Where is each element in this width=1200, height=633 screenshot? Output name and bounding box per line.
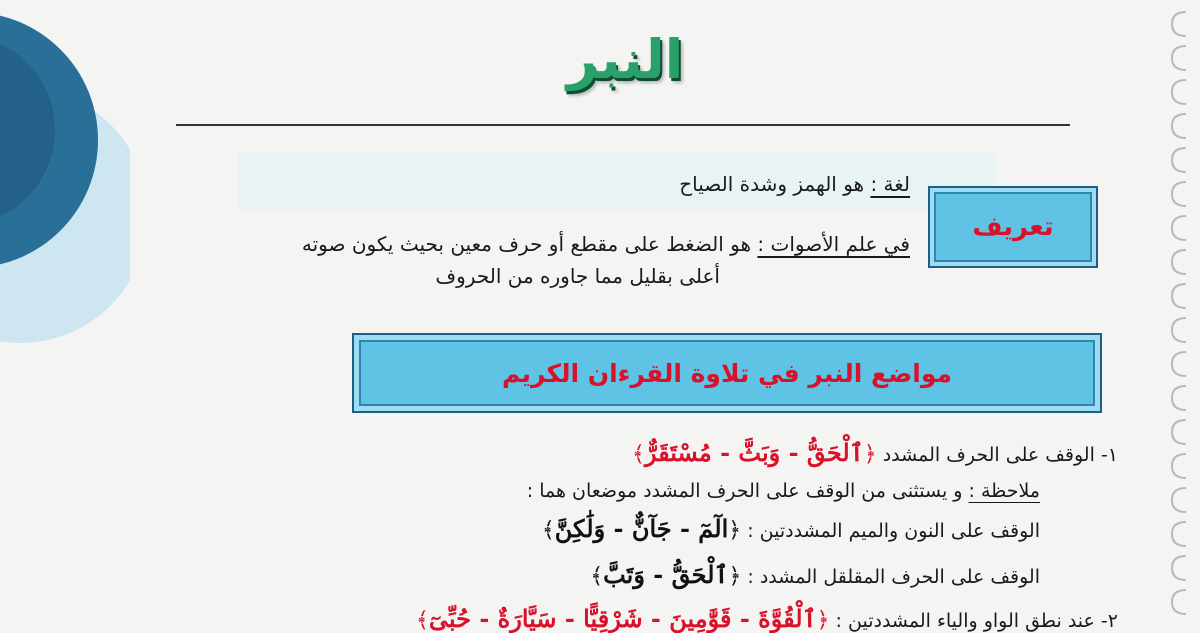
sub-item-1-quran: الٓمٓ - جَآنٌّ - وَلَٰكِنَّ (554, 514, 729, 543)
ornate-bracket-left-icon: ﴾ (416, 608, 429, 633)
spiral-binding (1152, 0, 1200, 630)
ornate-bracket-right-icon: ﴿ (728, 518, 742, 543)
item-1 (632, 438, 1118, 467)
note-text: و يستثنى من الوقف على الحرف المشدد موضعان هما : (526, 480, 969, 502)
phonetics-label: في علم الأصوات : (757, 232, 910, 256)
definition-box-label: تعريف (972, 212, 1054, 242)
item-1-quran: ٱلْحَقُّ - وَبَثَّ - مُسْتَقَرٌّ (644, 438, 864, 467)
sub-item-1-text: الوقف على النون والميم المشددتين : (741, 520, 1040, 542)
lugha-label: لغة : (870, 172, 910, 196)
sub-item-1 (542, 514, 1040, 543)
ornate-bracket-right-icon: ﴿ (728, 564, 742, 589)
ornate-bracket-left-icon: ﴾ (590, 564, 604, 589)
note (527, 480, 1040, 502)
phonetics-definition (302, 232, 910, 256)
item-2 (416, 604, 1118, 633)
page-title: النبر (566, 28, 684, 91)
ornate-bracket-left-icon: ﴾ (541, 518, 555, 543)
sub-item-2-text: الوقف على الحرف المقلقل المشدد : (741, 566, 1040, 588)
section-banner (352, 333, 1102, 413)
title-divider (176, 124, 1070, 126)
section-banner-text: مواضع النبر في تلاوة القرءان الكريم (502, 358, 952, 388)
item-1-text: ١- الوقف على الحرف المشدد (876, 444, 1118, 466)
ornate-bracket-right-icon: ﴿ (816, 608, 830, 633)
definition-box (928, 186, 1098, 268)
note-label: ملاحظة : (968, 480, 1040, 502)
ornate-bracket-right-icon: ﴿ (863, 442, 877, 467)
phonetics-text: هو الضغط على مقطع أو حرف معين بحيث يكون صوته (301, 232, 758, 256)
decorative-circles (0, 0, 130, 360)
ornate-bracket-left-icon: ﴾ (631, 442, 645, 467)
item-2-text: ٢- عند نطق الواو والياء المشددتين : (829, 610, 1118, 632)
item-2-quran: ٱلْقُوَّةَ - قَوَّٰمِينَ - شَرْقِيًّا - سَيَّارَةٌ - حُبِّىٓ (428, 604, 817, 633)
lugha-definition (679, 172, 910, 196)
sub-item-2 (590, 560, 1040, 589)
lugha-text: هو الهمز وشدة الصياح (679, 172, 871, 196)
phonetics-text-continued: أعلى بقليل مما جاوره من الحروف (435, 264, 720, 288)
sub-item-2-quran: ٱلْحَقُّ - وَتَبَّ (603, 560, 729, 589)
